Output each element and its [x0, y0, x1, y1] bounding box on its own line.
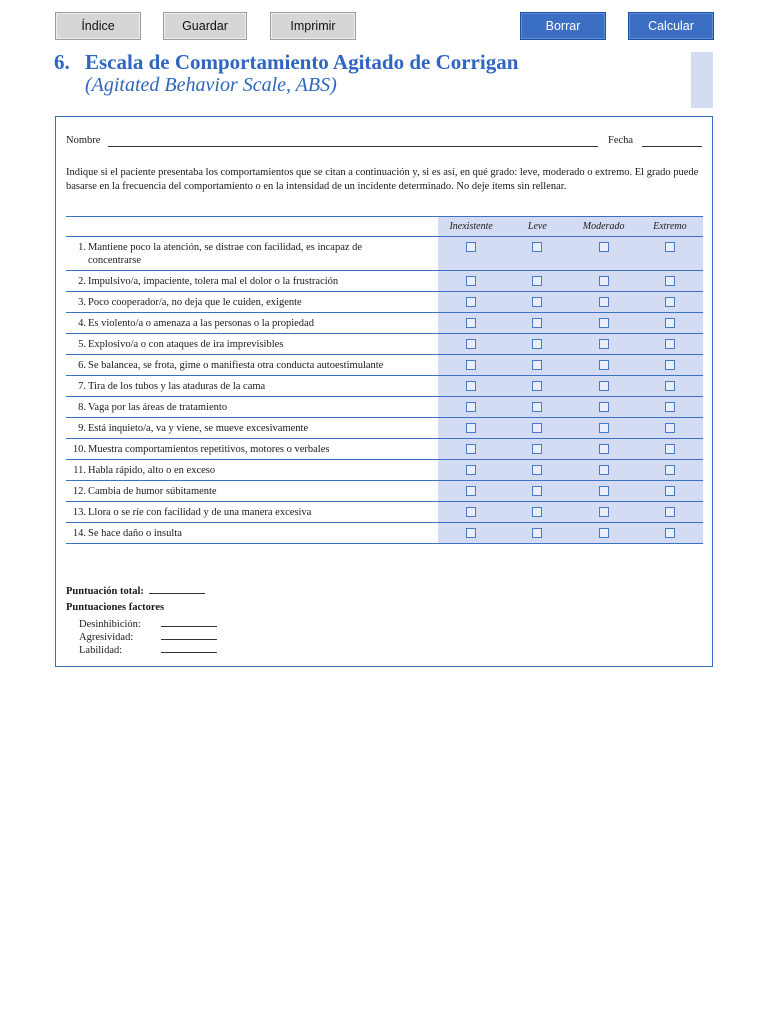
option-cell-moderate: [571, 481, 637, 502]
checkbox-moderate[interactable]: [599, 318, 609, 328]
checkbox-moderate[interactable]: [599, 423, 609, 433]
checkbox-extreme[interactable]: [665, 360, 675, 370]
option-cell-extreme: [637, 237, 703, 271]
option-cell-mild: [504, 334, 570, 355]
checkbox-none[interactable]: [466, 507, 476, 517]
factor-aggression: [79, 629, 217, 643]
checkbox-none[interactable]: [466, 486, 476, 496]
option-cell-moderate: [571, 334, 637, 355]
checkbox-none[interactable]: [466, 318, 476, 328]
factor-aggression-label: Agresividad:: [79, 632, 134, 643]
checkbox-none[interactable]: [466, 528, 476, 538]
page-title: Escala de Comportamiento Agitado de Corrigan: [85, 50, 519, 74]
name-label: Nombre: [66, 135, 101, 146]
table-row: [66, 376, 703, 397]
checkbox-extreme[interactable]: [665, 528, 675, 538]
option-cell-moderate: [571, 237, 637, 271]
checkbox-none[interactable]: [466, 297, 476, 307]
checkbox-moderate[interactable]: [599, 381, 609, 391]
item-number: 10.: [72, 444, 86, 455]
factor-lability: [79, 642, 217, 656]
option-cell-none: [438, 292, 504, 313]
item-number: 9.: [78, 423, 86, 434]
checkbox-moderate[interactable]: [599, 507, 609, 517]
checkbox-mild[interactable]: [532, 423, 542, 433]
date-field[interactable]: [642, 146, 702, 147]
item-text: Explosivo/a o con ataques de ira imprevisibles: [88, 339, 284, 350]
scale-form: [55, 116, 713, 667]
checkbox-none[interactable]: [466, 381, 476, 391]
item-text: Poco cooperador/a, no deja que le cuiden, exigente: [88, 297, 302, 308]
item-number: 3.: [78, 297, 86, 308]
option-cell-moderate: [571, 523, 637, 544]
checkbox-none[interactable]: [466, 339, 476, 349]
option-cell-extreme: [637, 271, 703, 292]
item-cell: [66, 237, 438, 271]
total-score-label: Puntuación total:: [66, 586, 144, 597]
checkbox-extreme[interactable]: [665, 402, 675, 412]
option-cell-moderate: [571, 397, 637, 418]
table-row: [66, 313, 703, 334]
factor-aggression-field[interactable]: [161, 629, 217, 640]
option-cell-extreme: [637, 313, 703, 334]
item-number: 4.: [78, 318, 86, 329]
table-row: [66, 502, 703, 523]
item-cell: [66, 481, 438, 502]
option-cell-moderate: [571, 460, 637, 481]
factor-lability-label: Labilidad:: [79, 645, 123, 656]
option-cell-mild: [504, 460, 570, 481]
option-cell-mild: [504, 292, 570, 313]
option-cell-moderate: [571, 292, 637, 313]
section-number: 6.: [54, 50, 70, 74]
option-cell-none: [438, 523, 504, 544]
item-number: 12.: [72, 486, 86, 497]
checkbox-moderate[interactable]: [599, 528, 609, 538]
item-text: Se hace daño o insulta: [88, 528, 182, 539]
checkbox-mild[interactable]: [532, 465, 542, 475]
table-row: [66, 292, 703, 313]
option-cell-extreme: [637, 460, 703, 481]
option-cell-mild: [504, 237, 570, 271]
factor-scores-label: Puntuaciones factores: [66, 602, 165, 613]
option-cell-extreme: [637, 523, 703, 544]
table-row: [66, 237, 703, 271]
checkbox-mild[interactable]: [532, 276, 542, 286]
option-cell-mild: [504, 439, 570, 460]
item-text: Se balancea, se frota, gime o manifiesta otra conducta autoestimulante: [88, 360, 384, 371]
item-number: 6.: [78, 360, 86, 371]
item-cell: [66, 271, 438, 292]
option-cell-mild: [504, 481, 570, 502]
checkbox-moderate[interactable]: [599, 242, 609, 252]
checkbox-extreme[interactable]: [665, 423, 675, 433]
table-row: [66, 481, 703, 502]
option-cell-extreme: [637, 481, 703, 502]
clear-button[interactable]: Borrar: [520, 12, 606, 40]
item-number: 13.: [72, 507, 86, 518]
option-cell-none: [438, 502, 504, 523]
table-row: [66, 334, 703, 355]
checkbox-mild[interactable]: [532, 360, 542, 370]
checkbox-extreme[interactable]: [665, 486, 675, 496]
item-number: 5.: [78, 339, 86, 350]
checkbox-extreme[interactable]: [665, 507, 675, 517]
item-number: 8.: [78, 402, 86, 413]
checkbox-extreme[interactable]: [665, 444, 675, 454]
item-text: Cambia de humor súbitamente: [88, 486, 217, 497]
col-header-mild: Leve: [504, 217, 570, 237]
table-row: [66, 460, 703, 481]
checkbox-mild[interactable]: [532, 318, 542, 328]
option-cell-extreme: [637, 439, 703, 460]
checkbox-mild[interactable]: [532, 242, 542, 252]
option-cell-moderate: [571, 271, 637, 292]
checkbox-moderate[interactable]: [599, 486, 609, 496]
option-cell-extreme: [637, 334, 703, 355]
option-cell-none: [438, 481, 504, 502]
checkbox-none[interactable]: [466, 360, 476, 370]
item-text: Muestra comportamientos repetitivos, motores o verbales: [88, 444, 330, 455]
option-cell-mild: [504, 397, 570, 418]
option-cell-moderate: [571, 418, 637, 439]
checkbox-extreme[interactable]: [665, 465, 675, 475]
option-cell-extreme: [637, 376, 703, 397]
item-number: 1.: [78, 242, 86, 253]
option-cell-none: [438, 355, 504, 376]
instructions: Indique si el paciente presentaba los comportamientos que se citan a continuación y, si es así, en qué grado: leve, moderado o extremo. El grado puede basarse en la frecuencia del comportamiento o en la intensidad de un incidente determinado. No deje ítems sin rellenar.: [66, 167, 699, 192]
option-cell-extreme: [637, 292, 703, 313]
checkbox-mild[interactable]: [532, 507, 542, 517]
checkbox-moderate[interactable]: [599, 444, 609, 454]
checkbox-mild[interactable]: [532, 528, 542, 538]
item-text: Vaga por las áreas de tratamiento: [88, 402, 228, 413]
option-cell-none: [438, 460, 504, 481]
item-cell: [66, 292, 438, 313]
checkbox-moderate[interactable]: [599, 402, 609, 412]
item-text: Mantiene poco la atención, se distrae con facilidad, es incapaz de concentrarse: [88, 242, 363, 266]
print-button[interactable]: Imprimir: [270, 12, 356, 40]
checkbox-moderate[interactable]: [599, 339, 609, 349]
option-cell-mild: [504, 271, 570, 292]
checkbox-extreme[interactable]: [665, 339, 675, 349]
total-score: [66, 583, 205, 597]
page-subtitle: (Agitated Behavior Scale, ABS): [85, 74, 337, 96]
checkbox-none[interactable]: [466, 465, 476, 475]
item-cell: [66, 523, 438, 544]
item-cell: [66, 418, 438, 439]
option-cell-mild: [504, 523, 570, 544]
item-text: Habla rápido, alto o en exceso: [88, 465, 216, 476]
option-cell-none: [438, 271, 504, 292]
header-blank: [66, 217, 438, 237]
option-cell-extreme: [637, 355, 703, 376]
table-row: [66, 355, 703, 376]
checkbox-none[interactable]: [466, 402, 476, 412]
side-tab: [691, 52, 713, 108]
item-cell: [66, 439, 438, 460]
option-cell-none: [438, 439, 504, 460]
item-number: 7.: [78, 381, 86, 392]
checkbox-moderate[interactable]: [599, 276, 609, 286]
option-cell-none: [438, 334, 504, 355]
total-score-field[interactable]: [149, 583, 205, 594]
checkbox-none[interactable]: [466, 242, 476, 252]
save-button[interactable]: Guardar: [163, 12, 247, 40]
checkbox-mild[interactable]: [532, 339, 542, 349]
item-cell: [66, 355, 438, 376]
option-cell-moderate: [571, 313, 637, 334]
table-row: [66, 418, 703, 439]
item-number: 2.: [78, 276, 86, 287]
option-cell-none: [438, 418, 504, 439]
index-button[interactable]: Índice: [55, 12, 141, 40]
option-cell-none: [438, 313, 504, 334]
option-cell-extreme: [637, 397, 703, 418]
factor-scores-heading: [66, 602, 164, 613]
checkbox-mild[interactable]: [532, 297, 542, 307]
option-cell-extreme: [637, 502, 703, 523]
checkbox-moderate[interactable]: [599, 360, 609, 370]
item-text: Es violento/a o amenaza a las personas o la propiedad: [88, 318, 314, 329]
checkbox-none[interactable]: [466, 276, 476, 286]
item-text: Impulsivo/a, impaciente, tolera mal el dolor o la frustración: [88, 276, 339, 287]
factor-disinhibition-label: Desinhibición:: [79, 619, 141, 630]
behavior-table: [66, 216, 703, 544]
factor-lability-field[interactable]: [161, 642, 217, 653]
item-cell: [66, 376, 438, 397]
option-cell-none: [438, 397, 504, 418]
option-cell-mild: [504, 418, 570, 439]
table-row: [66, 397, 703, 418]
checkbox-extreme[interactable]: [665, 297, 675, 307]
option-cell-moderate: [571, 439, 637, 460]
item-cell: [66, 334, 438, 355]
checkbox-none[interactable]: [466, 423, 476, 433]
checkbox-extreme[interactable]: [665, 381, 675, 391]
option-cell-extreme: [637, 418, 703, 439]
table-header-row: [66, 217, 703, 237]
option-cell-none: [438, 376, 504, 397]
item-cell: [66, 460, 438, 481]
checkbox-extreme[interactable]: [665, 242, 675, 252]
checkbox-mild[interactable]: [532, 444, 542, 454]
item-text: Está inquieto/a, va y viene, se mueve excesivamente: [88, 423, 309, 434]
item-cell: [66, 313, 438, 334]
checkbox-mild[interactable]: [532, 486, 542, 496]
checkbox-moderate[interactable]: [599, 465, 609, 475]
name-field[interactable]: [108, 146, 598, 147]
factor-disinhibition: [79, 616, 217, 630]
item-cell: [66, 397, 438, 418]
item-number: 11.: [73, 465, 86, 476]
option-cell-moderate: [571, 376, 637, 397]
item-cell: [66, 502, 438, 523]
checkbox-none[interactable]: [466, 444, 476, 454]
table-row: [66, 523, 703, 544]
option-cell-moderate: [571, 502, 637, 523]
option-cell-mild: [504, 376, 570, 397]
item-text: Tira de los tubos y las ataduras de la cama: [88, 381, 266, 392]
option-cell-moderate: [571, 355, 637, 376]
checkbox-extreme[interactable]: [665, 276, 675, 286]
col-header-extreme: Extremo: [637, 217, 703, 237]
checkbox-extreme[interactable]: [665, 318, 675, 328]
item-number: 14.: [72, 528, 86, 539]
table-row: [66, 439, 703, 460]
option-cell-mild: [504, 502, 570, 523]
checkbox-mild[interactable]: [532, 402, 542, 412]
col-header-moderate: Moderado: [571, 217, 637, 237]
checkbox-mild[interactable]: [532, 381, 542, 391]
option-cell-mild: [504, 313, 570, 334]
item-text: Llora o se ríe con facilidad y de una manera excesiva: [88, 507, 312, 518]
factor-disinhibition-field[interactable]: [161, 616, 217, 627]
date-label: Fecha: [608, 135, 634, 146]
checkbox-moderate[interactable]: [599, 297, 609, 307]
option-cell-none: [438, 237, 504, 271]
table-row: [66, 271, 703, 292]
calculate-button[interactable]: Calcular: [628, 12, 714, 40]
col-header-none: Inexistente: [438, 217, 504, 237]
option-cell-mild: [504, 355, 570, 376]
